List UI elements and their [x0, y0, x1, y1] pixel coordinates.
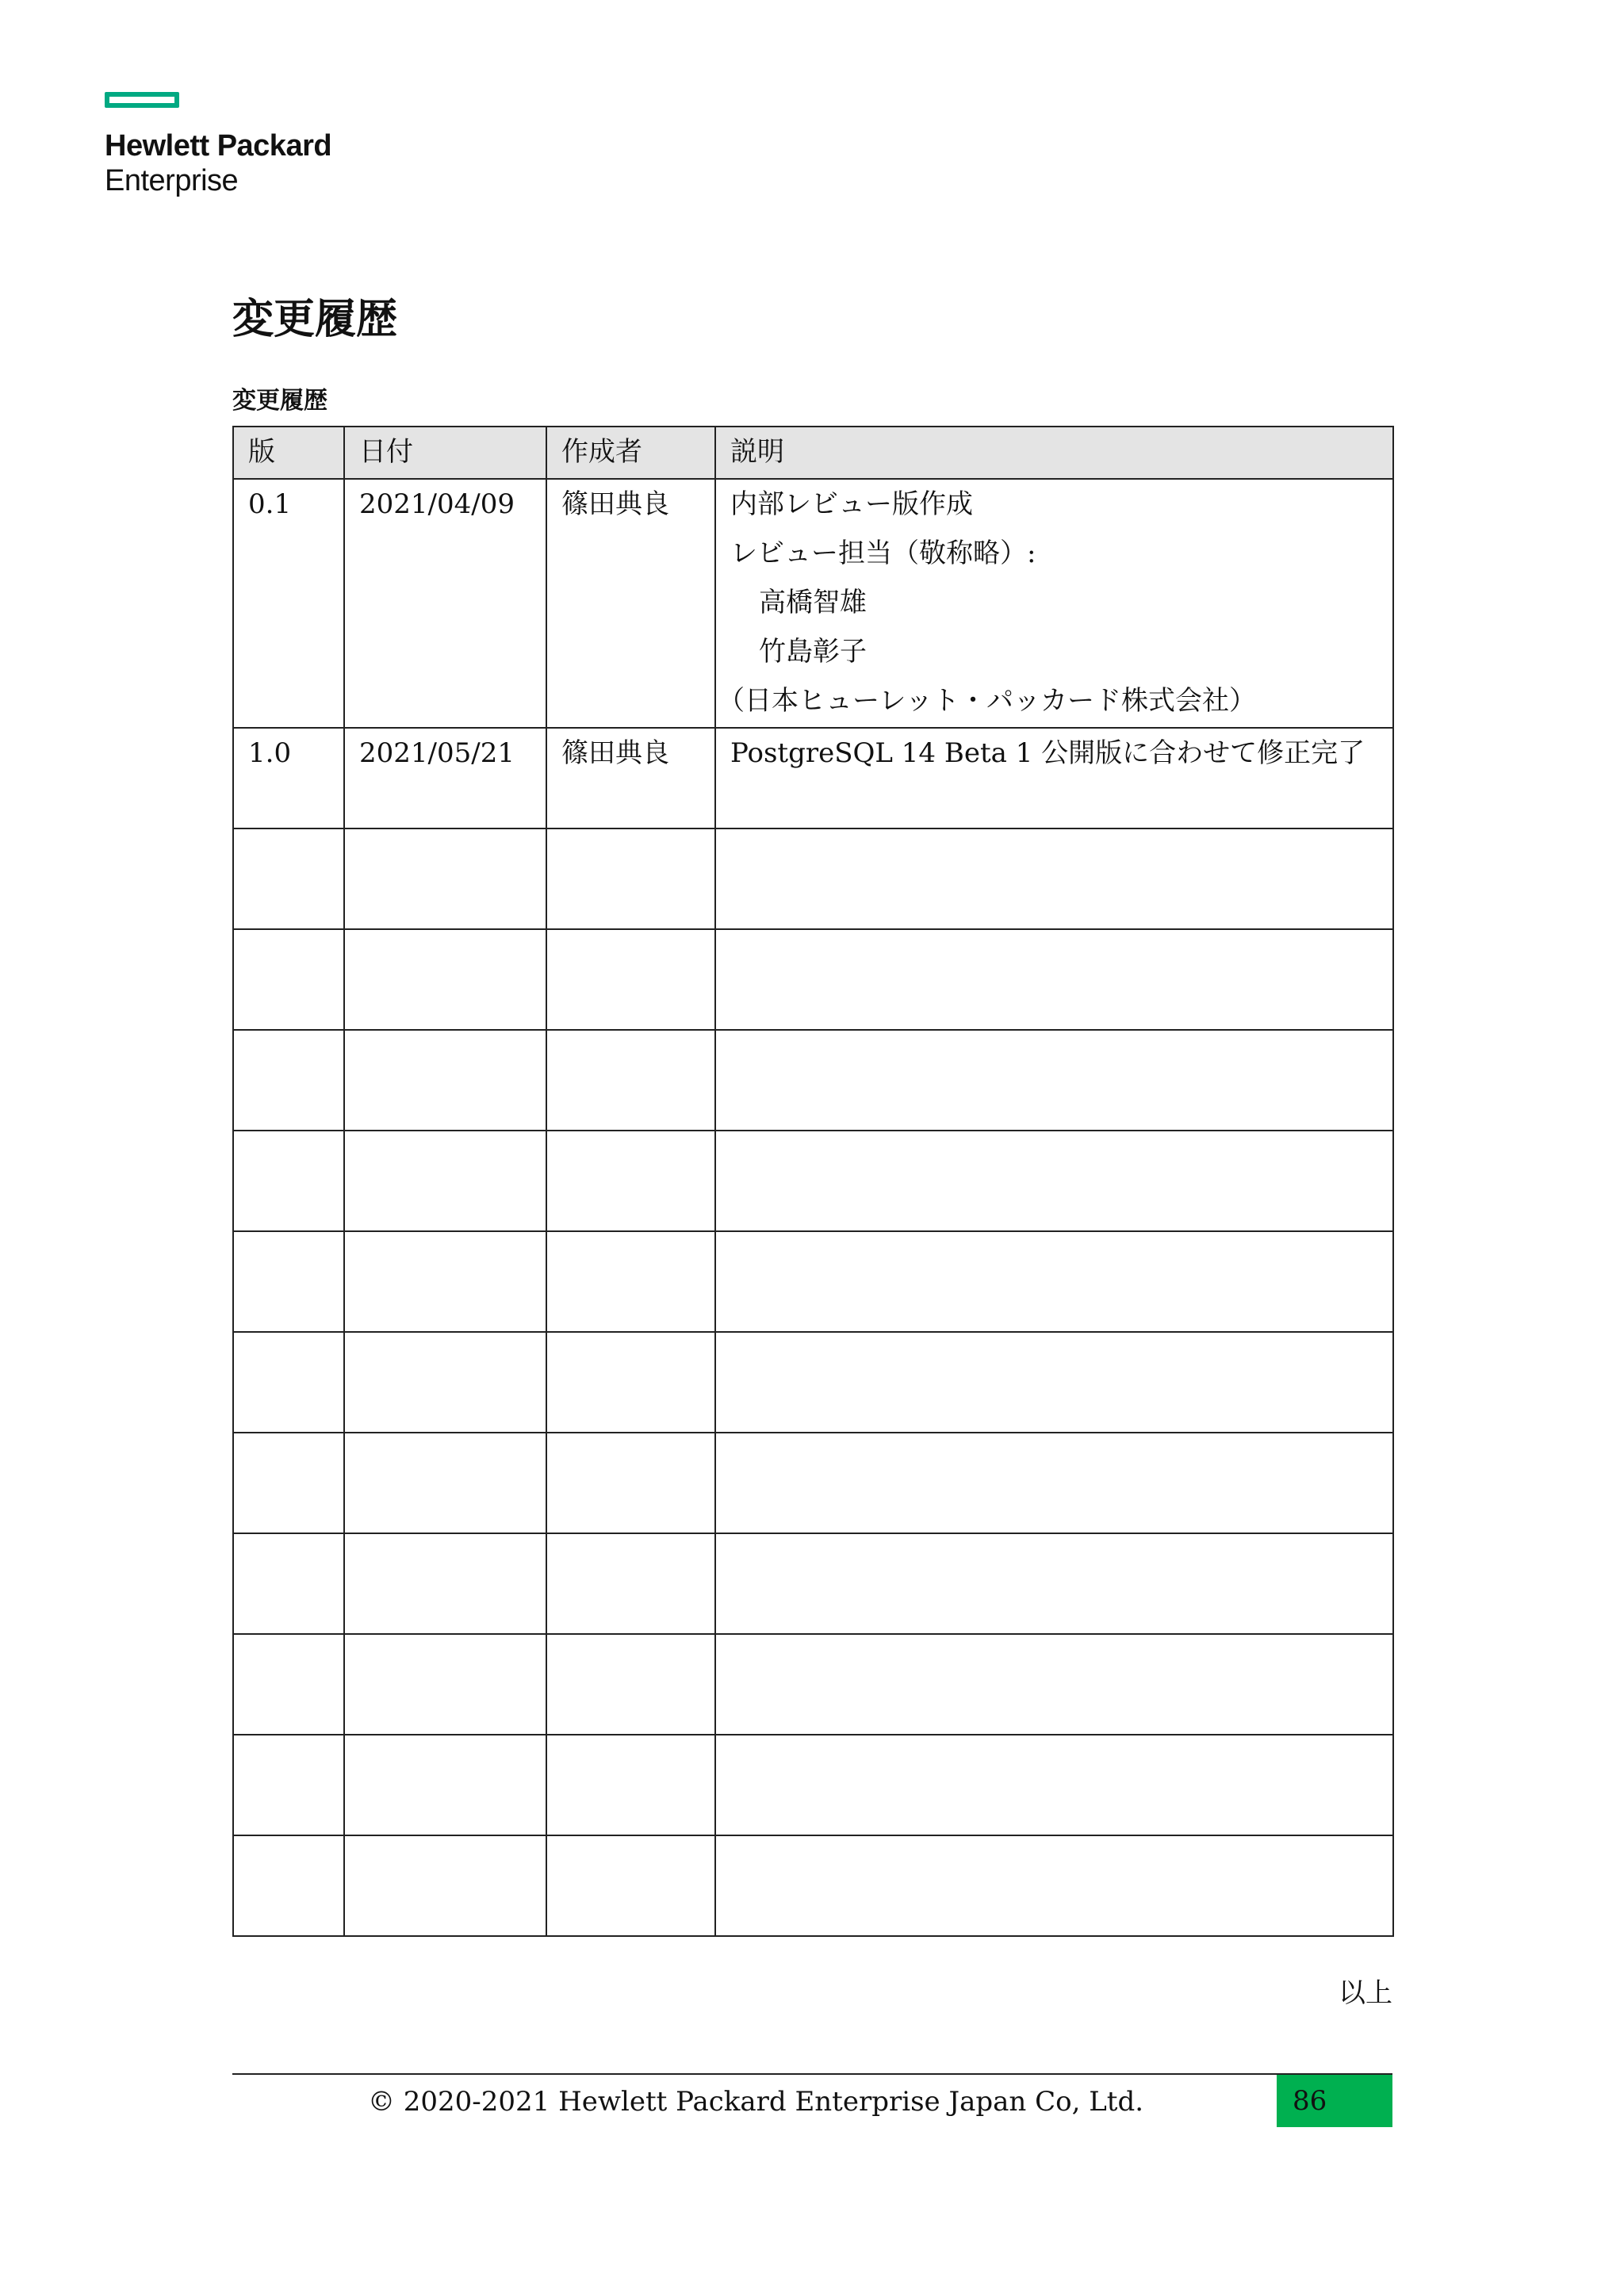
empty-cell — [715, 1433, 1393, 1533]
header-version: 版 — [233, 427, 344, 479]
empty-cell — [546, 1231, 715, 1332]
empty-cell — [233, 1231, 344, 1332]
empty-cell — [233, 1533, 344, 1634]
empty-cell — [344, 929, 546, 1030]
empty-cell — [233, 1131, 344, 1231]
empty-cell — [344, 1835, 546, 1936]
cell-author: 篠田典良 — [546, 479, 715, 728]
empty-cell — [715, 1131, 1393, 1231]
cell-version: 0.1 — [233, 479, 344, 728]
empty-cell — [233, 828, 344, 929]
empty-table-row — [233, 1735, 1393, 1835]
empty-cell — [233, 1030, 344, 1131]
empty-cell — [344, 1735, 546, 1835]
footer-copyright: © 2020-2021 Hewlett Packard Enterprise Japan Co, Ltd. — [367, 2086, 1144, 2118]
empty-cell — [546, 1131, 715, 1231]
empty-cell — [233, 1835, 344, 1936]
empty-table-row — [233, 1835, 1393, 1936]
empty-cell — [233, 929, 344, 1030]
empty-table-row — [233, 1030, 1393, 1131]
empty-table-row — [233, 1433, 1393, 1533]
empty-table-row — [233, 828, 1393, 929]
change-history-table — [232, 426, 1394, 1937]
empty-cell — [344, 1634, 546, 1735]
cell-date: 2021/04/09 — [344, 479, 546, 728]
empty-table-row — [233, 1634, 1393, 1735]
empty-cell — [546, 1835, 715, 1936]
hpe-logo — [105, 92, 331, 198]
empty-cell — [233, 1332, 344, 1433]
empty-table-row — [233, 1533, 1393, 1634]
empty-cell — [546, 1433, 715, 1533]
empty-table-row — [233, 1131, 1393, 1231]
empty-cell — [344, 1231, 546, 1332]
empty-cell — [715, 1735, 1393, 1835]
cell-author: 篠田典良 — [546, 728, 715, 828]
empty-cell — [546, 929, 715, 1030]
description-line: 竹島彰子 — [759, 636, 867, 668]
empty-cell — [546, 1634, 715, 1735]
header-author: 作成者 — [546, 427, 715, 479]
empty-table-row — [233, 1332, 1393, 1433]
description-line: 内部レビュー版作成 — [730, 488, 973, 520]
empty-cell — [344, 1131, 546, 1231]
empty-cell — [546, 1332, 715, 1433]
empty-cell — [233, 1433, 344, 1533]
empty-cell — [546, 828, 715, 929]
page-title: 変更履歴 — [232, 296, 398, 343]
header-description: 説明 — [715, 427, 1393, 479]
empty-cell — [546, 1735, 715, 1835]
footer-divider — [232, 2073, 1392, 2075]
empty-cell — [546, 1030, 715, 1131]
cell-version: 1.0 — [233, 728, 344, 828]
header-date: 日付 — [344, 427, 546, 479]
page-number: 86 — [1277, 2075, 1392, 2127]
empty-table-row — [233, 1231, 1393, 1332]
logo-text-line2: Enterprise — [105, 164, 239, 197]
description-line: PostgreSQL 14 Beta 1 公開版に合わせて修正完了 — [730, 737, 1365, 769]
empty-cell — [715, 828, 1393, 929]
empty-cell — [344, 1533, 546, 1634]
description-line: レビュー担当（敬称略）: — [730, 538, 1036, 569]
cell-description — [715, 479, 1393, 728]
empty-cell — [344, 1433, 546, 1533]
empty-cell — [715, 1634, 1393, 1735]
empty-cell — [233, 1634, 344, 1735]
empty-cell — [715, 1332, 1393, 1433]
table-row — [233, 728, 1393, 828]
empty-cell — [233, 1735, 344, 1835]
cell-description — [715, 728, 1393, 828]
empty-cell — [715, 1231, 1393, 1332]
description-line: （日本ヒューレット・パッカード株式会社） — [718, 685, 1256, 717]
end-mark: 以上 — [1339, 1977, 1392, 2009]
empty-table-row — [233, 929, 1393, 1030]
cell-date: 2021/05/21 — [344, 728, 546, 828]
table-row — [233, 479, 1393, 728]
logo-text-line1: Hewlett Packard — [105, 129, 332, 163]
empty-cell — [344, 1030, 546, 1131]
empty-cell — [715, 1030, 1393, 1131]
table-caption: 変更履歴 — [232, 387, 327, 415]
empty-cell — [546, 1533, 715, 1634]
empty-cell — [715, 1533, 1393, 1634]
empty-cell — [344, 1332, 546, 1433]
description-line: 高橋智雄 — [759, 587, 867, 618]
empty-cell — [715, 929, 1393, 1030]
table-header-row — [233, 427, 1393, 479]
empty-cell — [344, 828, 546, 929]
hpe-logo-bar-icon — [105, 92, 179, 108]
empty-cell — [715, 1835, 1393, 1936]
